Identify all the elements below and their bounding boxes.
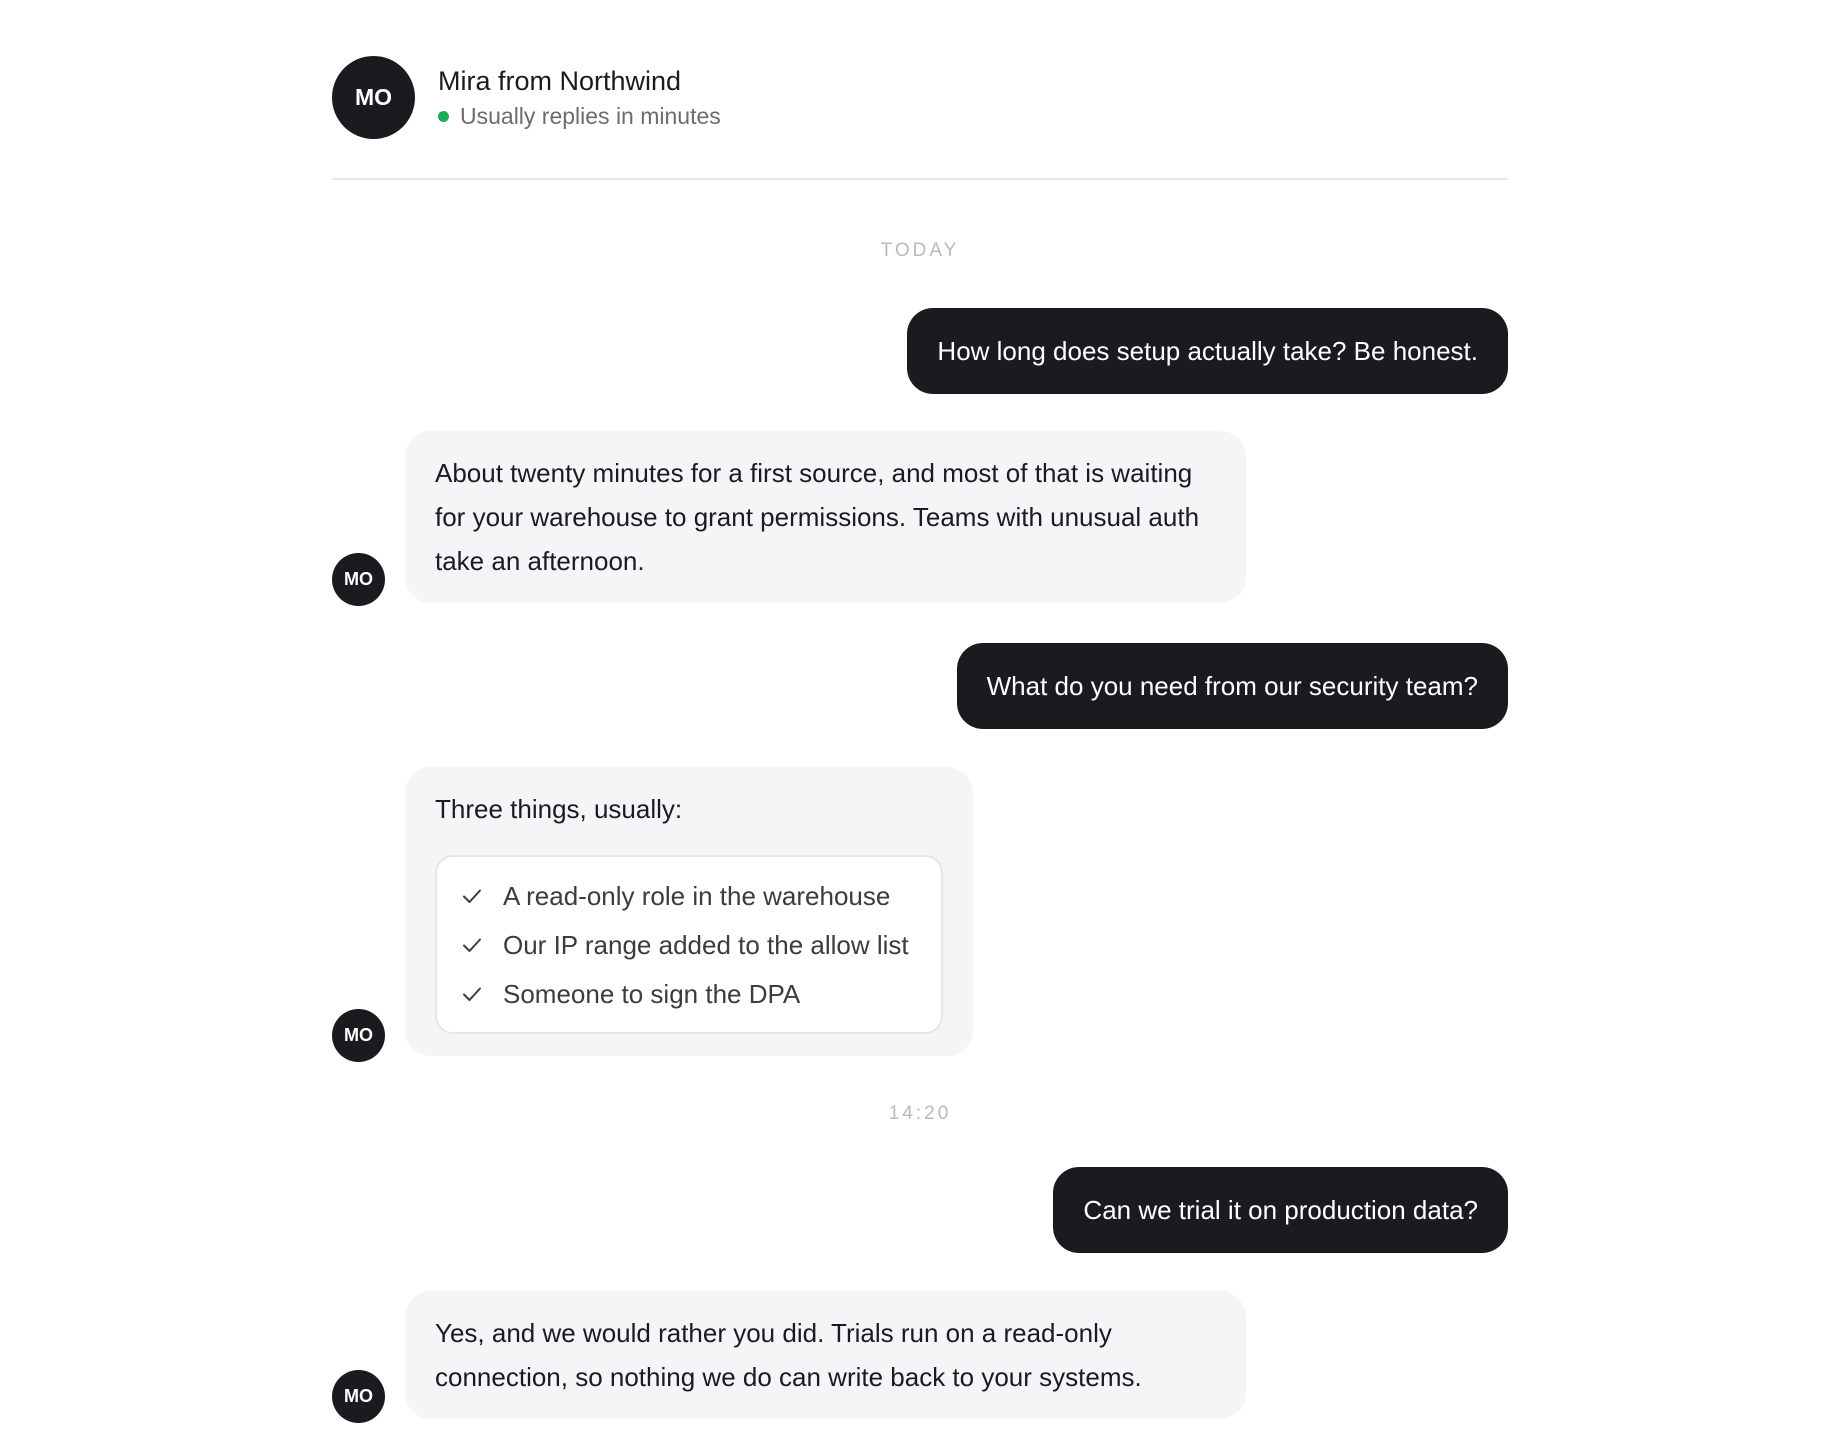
checklist-item bbox=[461, 920, 919, 969]
agent-name: Mira from Northwind bbox=[438, 66, 682, 96]
chat-conversation bbox=[332, 0, 1508, 1406]
agent-message-avatar: MO bbox=[332, 1009, 385, 1062]
agent-status bbox=[438, 103, 721, 130]
checklist-item-label: Our IP range added to the allow list bbox=[503, 929, 909, 960]
agent-message: Yes, and we would rather you did. Trials run on a read-only connection, so nothing we do can write back to your systems. bbox=[405, 1291, 1246, 1419]
check-icon bbox=[461, 983, 483, 1005]
user-message: What do you need from our security team? bbox=[957, 643, 1508, 729]
online-status-dot-icon bbox=[438, 111, 449, 122]
agent-message-avatar: MO bbox=[332, 553, 385, 606]
requirements-checklist bbox=[435, 855, 943, 1034]
check-icon bbox=[461, 885, 483, 907]
agent-avatar: MO bbox=[332, 56, 415, 139]
agent-message: About twenty minutes for a first source, and most of that is waiting for your warehouse to grant permissions. Teams with unusual auth take an afternoon. bbox=[405, 431, 1246, 603]
agent-message bbox=[405, 767, 973, 1056]
user-message: Can we trial it on production data? bbox=[1053, 1167, 1508, 1253]
checklist-item bbox=[461, 871, 919, 920]
time-divider: 14:20 bbox=[888, 1103, 952, 1124]
agent-status-text: Usually replies in minutes bbox=[460, 103, 721, 129]
checklist-item-label: Someone to sign the DPA bbox=[503, 978, 801, 1009]
check-icon bbox=[461, 934, 483, 956]
date-divider: TODAY bbox=[880, 240, 960, 261]
checklist-item-label: A read-only role in the warehouse bbox=[503, 880, 891, 911]
agent-message-text: Three things, usually: bbox=[435, 794, 683, 824]
user-message: How long does setup actually take? Be honest. bbox=[907, 308, 1508, 394]
checklist-item bbox=[461, 969, 919, 1018]
chat-header bbox=[332, 0, 1508, 180]
agent-message-avatar: MO bbox=[332, 1370, 385, 1423]
